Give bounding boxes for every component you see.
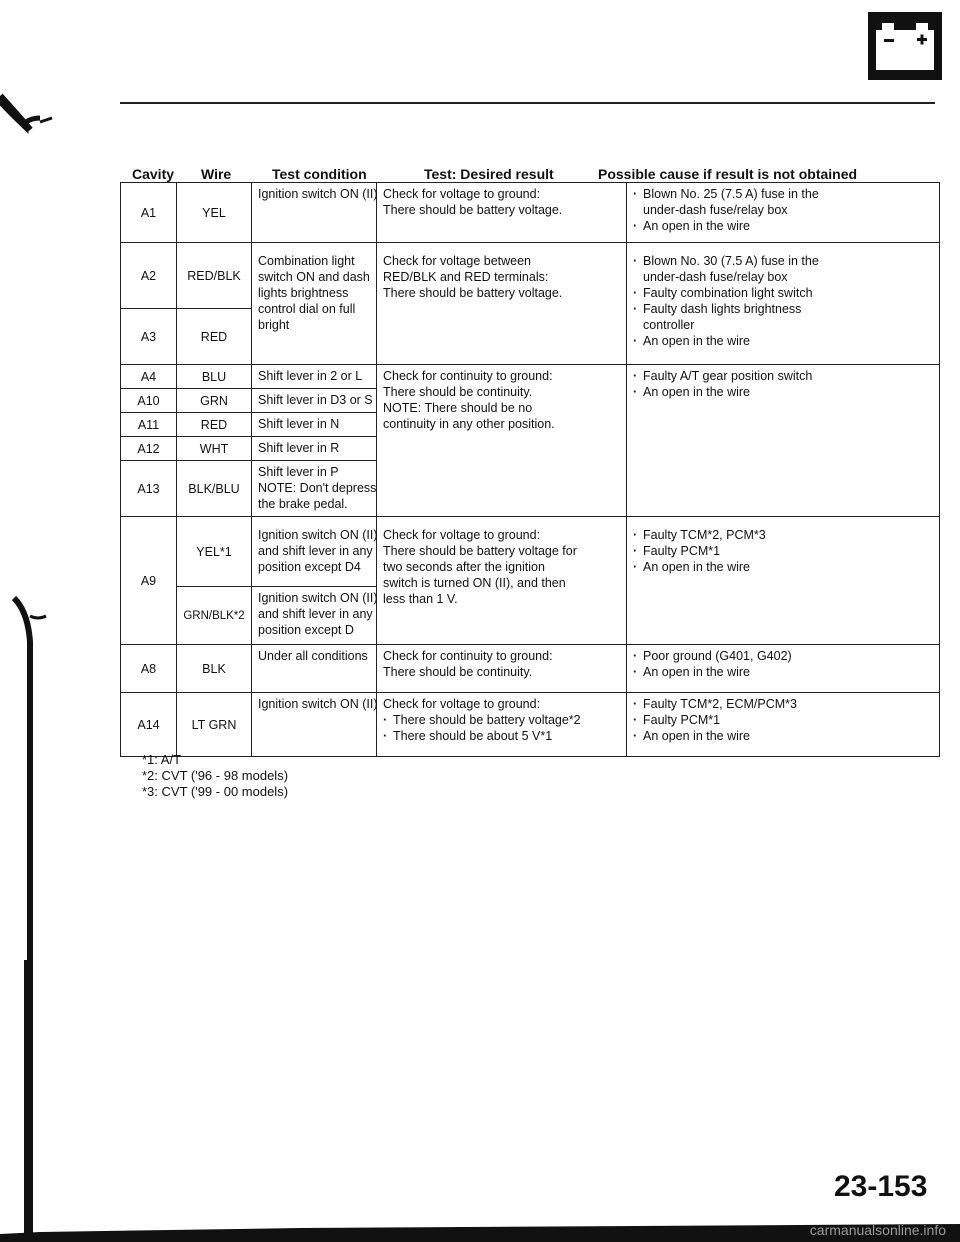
cavity-cell: A11 [121,413,177,437]
wire-cell: RED [177,413,252,437]
footnotes [142,752,288,800]
cavity-cell: A13 [121,461,177,517]
wire-cell: RED/BLK [177,243,252,309]
result-text: switch is turned ON (II), and then [383,576,566,590]
result-cell [377,243,627,365]
result-text: continuity in any other position. [383,417,555,431]
list-item: · An open in the wire [633,333,933,349]
condition-cell [252,183,377,243]
list-item: · Faulty PCM*1 [633,543,933,559]
condition-text: Shift lever in 2 or L [258,369,363,383]
wire-cell: YEL [177,183,252,243]
table-row-a8 [121,645,940,693]
condition-text: Ignition switch ON (II) [258,187,378,201]
header-possible-cause: Possible cause if result is not obtained [598,166,858,182]
cause-cell [627,183,940,243]
condition-text: Shift lever in R [258,441,340,455]
condition-cell [252,413,377,437]
wire-cell: BLK/BLU [177,461,252,517]
cause-cell [627,693,940,757]
binder-marks [0,0,140,1242]
result-text: There should be battery voltage. [383,203,563,217]
result-cell [377,645,627,693]
condition-text: Shift lever in D3 or S [258,393,373,407]
condition-text: Shift lever in P [258,465,339,479]
condition-text: NOTE: Don't depress [258,481,377,495]
list-item: · Faulty combination light switch [633,285,933,301]
condition-text: bright [258,318,290,332]
header-wire: Wire [201,166,232,182]
wire-cell: RED [177,309,252,365]
list-item: · Faulty TCM*2, ECM/PCM*3 [633,696,933,712]
result-text: There should be battery voltage for [383,544,577,558]
list-item: · Faulty A/T gear position switch [633,368,933,384]
list-item: · Faulty TCM*2, PCM*3 [633,527,933,543]
footnote: *2: CVT ('96 - 98 models) [142,768,289,783]
result-text: Check for voltage between [383,254,532,268]
page-number: 23-153 [834,1170,928,1203]
result-text: two seconds after the ignition [383,560,545,574]
result-text: Check for continuity to ground: [383,369,553,383]
condition-cell [252,517,377,587]
cavity-cell: A1 [121,183,177,243]
condition-text: control dial on full [258,302,356,316]
result-cell [377,693,627,757]
condition-text: the brake pedal. [258,497,348,511]
cavity-cell: A8 [121,645,177,693]
list-item: · Faulty PCM*1 [633,712,933,728]
header-cavity: Cavity [132,166,175,182]
cavity-cell: A10 [121,389,177,413]
header-desired-result: Test: Desired result [424,166,554,182]
result-cell [377,183,627,243]
result-text: Check for voltage to ground: [383,697,541,711]
condition-text: Shift lever in N [258,417,340,431]
list-item: · Faulty dash lights brightness controller [633,301,933,333]
footnote: *3: CVT ('99 - 00 models) [142,784,289,799]
watermark: carmanualsonline.info [809,1222,946,1238]
cavity-cell: A9 [121,517,177,645]
condition-text: position except D [258,623,354,637]
footnote: *1: A/T [142,752,182,767]
list-item: · There should be about 5 V*1 [383,728,620,744]
result-text: There should be battery voltage. [383,286,563,300]
result-cell [377,365,627,517]
wire-cell: LT GRN [177,693,252,757]
condition-cell [252,389,377,413]
cavity-cell: A3 [121,309,177,365]
condition-cell [252,693,377,757]
cavity-cell: A14 [121,693,177,757]
table-row-a9 [121,517,940,587]
condition-cell [252,365,377,389]
header-rule [120,102,935,104]
condition-text: position except D4 [258,560,361,574]
condition-text: Ignition switch ON (II) [258,591,378,605]
wire-cell: YEL*1 [177,517,252,587]
result-text: There should be continuity. [383,665,533,679]
cause-cell [627,243,940,365]
condition-text: Under all conditions [258,649,368,663]
list-item: · Poor ground (G401, G402) [633,648,933,664]
list-item: · Blown No. 25 (7.5 A) fuse in the under-dash fuse/relay box [633,186,933,218]
result-text: There should be continuity. [383,385,533,399]
cavity-cell: A2 [121,243,177,309]
table-row-a1 [121,183,940,243]
list-item: · An open in the wire [633,559,933,575]
cause-cell [627,517,940,645]
condition-text: Ignition switch ON (II) [258,528,378,542]
condition-text: and shift lever in any [258,544,373,558]
condition-text: switch ON and dash [258,270,370,284]
list-item: · An open in the wire [633,384,933,400]
condition-text: lights brightness [258,286,349,300]
table-row-a4 [121,365,940,389]
table-row-a2 [121,243,940,309]
list-item: · There should be battery voltage*2 [383,712,620,728]
table-row-a14 [121,693,940,757]
condition-text: Combination light [258,254,355,268]
condition-text: Ignition switch ON (II) [258,697,378,711]
header-test-condition: Test condition [272,166,367,182]
condition-cell [252,461,377,517]
wire-cell: WHT [177,437,252,461]
cause-cell [627,365,940,517]
list-item: · An open in the wire [633,218,933,234]
condition-cell [252,587,377,645]
result-text: RED/BLK and RED terminals: [383,270,549,284]
result-text: NOTE: There should be no [383,401,533,415]
condition-text: and shift lever in any [258,607,373,621]
wire-cell: BLK [177,645,252,693]
result-cell [377,517,627,645]
condition-cell [252,437,377,461]
cause-cell [627,645,940,693]
list-item: · An open in the wire [633,664,933,680]
condition-cell [252,645,377,693]
result-text: less than 1 V. [383,592,458,606]
cavity-cell: A4 [121,365,177,389]
result-text: Check for voltage to ground: [383,528,541,542]
connector-test-table [120,182,940,757]
condition-cell [252,243,377,365]
result-text: Check for voltage to ground: [383,187,541,201]
cavity-cell: A12 [121,437,177,461]
list-item: · Blown No. 30 (7.5 A) fuse in the under-dash fuse/relay box [633,253,933,285]
wire-cell: GRN/BLK*2 [177,587,252,645]
battery-icon [868,12,942,80]
result-text: Check for continuity to ground: [383,649,553,663]
wire-cell: GRN [177,389,252,413]
list-item: · An open in the wire [633,728,933,744]
wire-cell: BLU [177,365,252,389]
